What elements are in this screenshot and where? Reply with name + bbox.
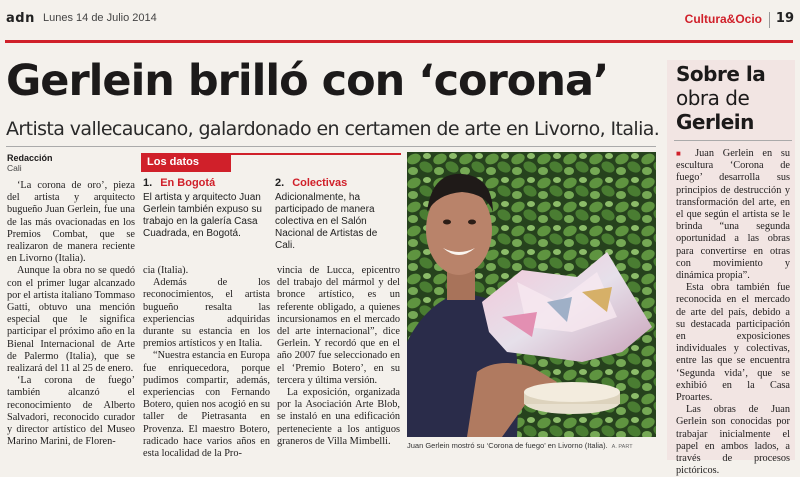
sidebar-paragraph: Las obras de Juan Gerlein son conocidas por trabajar inicialmente el papel en ambos lados, a través de procesos pictóricos. (676, 404, 790, 477)
byline-location: Cali (7, 163, 22, 173)
article-column-2 (143, 265, 270, 460)
paragraph: vincia de Lucca, epicentro del trabajo del mármol y del bronce artístico, es un referente obligado, a quienes incursionamos en el mercado del arte internacional”, dice Gerlein. Y recordó que en el año 2007 fue seleccionado en el ‘Premio Botero’, en su tercera y última versión. (277, 265, 400, 386)
paragraph: Además de los reconocimientos, el artista bugueño resalta las experiencias adquiridas durante su estancia en los premios artísticos y en Italia. (143, 277, 270, 350)
photo-illustration (407, 152, 656, 437)
header-divider (769, 12, 770, 28)
dato-heading: En Bogotá (160, 177, 216, 189)
header-rule (5, 40, 793, 43)
subheadline: Artista vallecaucano, galardonado en certamen de arte en Livorno, Italia. (6, 118, 660, 140)
paragraph: cia (Italia). (143, 265, 189, 276)
dato-text: Adicionalmente, ha participado de manera colectiva en el Salón Nacional de Artistas de Cali. (275, 192, 378, 251)
headline-middle: brilló con (173, 56, 419, 106)
issue-date: Lunes 14 de Julio 2014 (43, 12, 157, 24)
paragraph: Aunque la obra no se quedó con el primer lugar alcanzado por el artista italiano Tommaso Gatti, obtuvo una mención especial que le significa participar el próximo año en la Bienal Internacional de Arte de Palermo (Italia), que se realizará del 11 al 25 de enero. (7, 265, 135, 375)
dato-item-2 (275, 177, 400, 252)
page-number: 19 (775, 11, 794, 26)
headline-emphasis: ‘corona’ (418, 56, 609, 106)
newspaper-logo: adn (6, 11, 35, 26)
sidebar-paragraph: Esta obra también fue reconocida en el mercado de arte del país, debido a su destacada participación en exposiciones individuales y colectivas, entre las que se encuentra ‘Segunda vida’, que se exhibió en la Casa Proartes. (676, 282, 790, 404)
dato-number: 1. (143, 177, 153, 189)
dato-item-1 (143, 177, 268, 240)
paragraph: La exposición, organizada por la Asociación Arte Blob, se instaló en una edificación perteneciente a los antiguos graneros de Villa Mimbelli. (277, 387, 400, 447)
headline-name: Gerlein (6, 56, 174, 106)
artist-photo (407, 152, 656, 437)
paragraph: ‘La corona de fuego’ también alcanzó el reconocimiento de Alberto Salvadori, reconocido curador y director artístico del Museo Marino Marini, de Floren- (7, 375, 135, 448)
sidebar-paragraph (676, 148, 790, 282)
bullet-icon: ■ (676, 149, 696, 158)
dato-number: 2. (275, 177, 285, 189)
article-column-1 (7, 180, 135, 448)
byline-author: Redacción (7, 153, 53, 163)
sidebar-text (676, 148, 790, 477)
photo-caption (407, 441, 657, 450)
sidebar-title-line1: Sobre la (676, 62, 766, 86)
paragraph: “Nuestra estancia en Europa fue enriquecedora, porque pudimos compartir, además, experiencias con Fernando Botero, quien nos acogió en su taller de Pietrasanta en Provenza. El maestro Botero, radicado hace varios años en esta localidad de la Pro- (143, 350, 270, 460)
paragraph: ‘La corona de oro’, pieza del artista y arquitecto bugueño Juan Gerlein, fue una de las más ovacionadas en los Premios Combat, que se realizaron de manera reciente en Livorno (Italia). (7, 180, 135, 265)
sidebar-rule (674, 140, 792, 141)
sidebar-title-line3: Gerlein (676, 110, 754, 134)
dato-text: El artista y arquitecto Juan Gerlein también expuso su trabajo en la galería Casa Cuadrada, en Bogotá. (143, 192, 262, 239)
dato-heading: Colectivas (292, 177, 348, 189)
section-name: Cultura&Ocio (684, 12, 762, 26)
datos-title: Los datos (141, 153, 231, 172)
sidebar-paragraph-text: Juan Gerlein en su escultura ‘Corona de fuego’ desarrolla sus principios de destrucción y transformación del arte, en el que según el artista se le brinda “una segunda oportunidad a las obras para convertirse en otras con movimiento y dinámica propia”. (676, 148, 790, 282)
sidebar-title-line2: obra de (676, 86, 750, 110)
caption-text: Juan Gerlein mostró su ‘Corona de fuego’ en Livorno (Italia). (407, 441, 608, 450)
photo-credit: A. PART (611, 444, 633, 450)
subhead-rule (6, 146, 656, 147)
headline (6, 55, 656, 107)
article-column-3 (277, 265, 400, 448)
sidebar-title (676, 62, 791, 134)
